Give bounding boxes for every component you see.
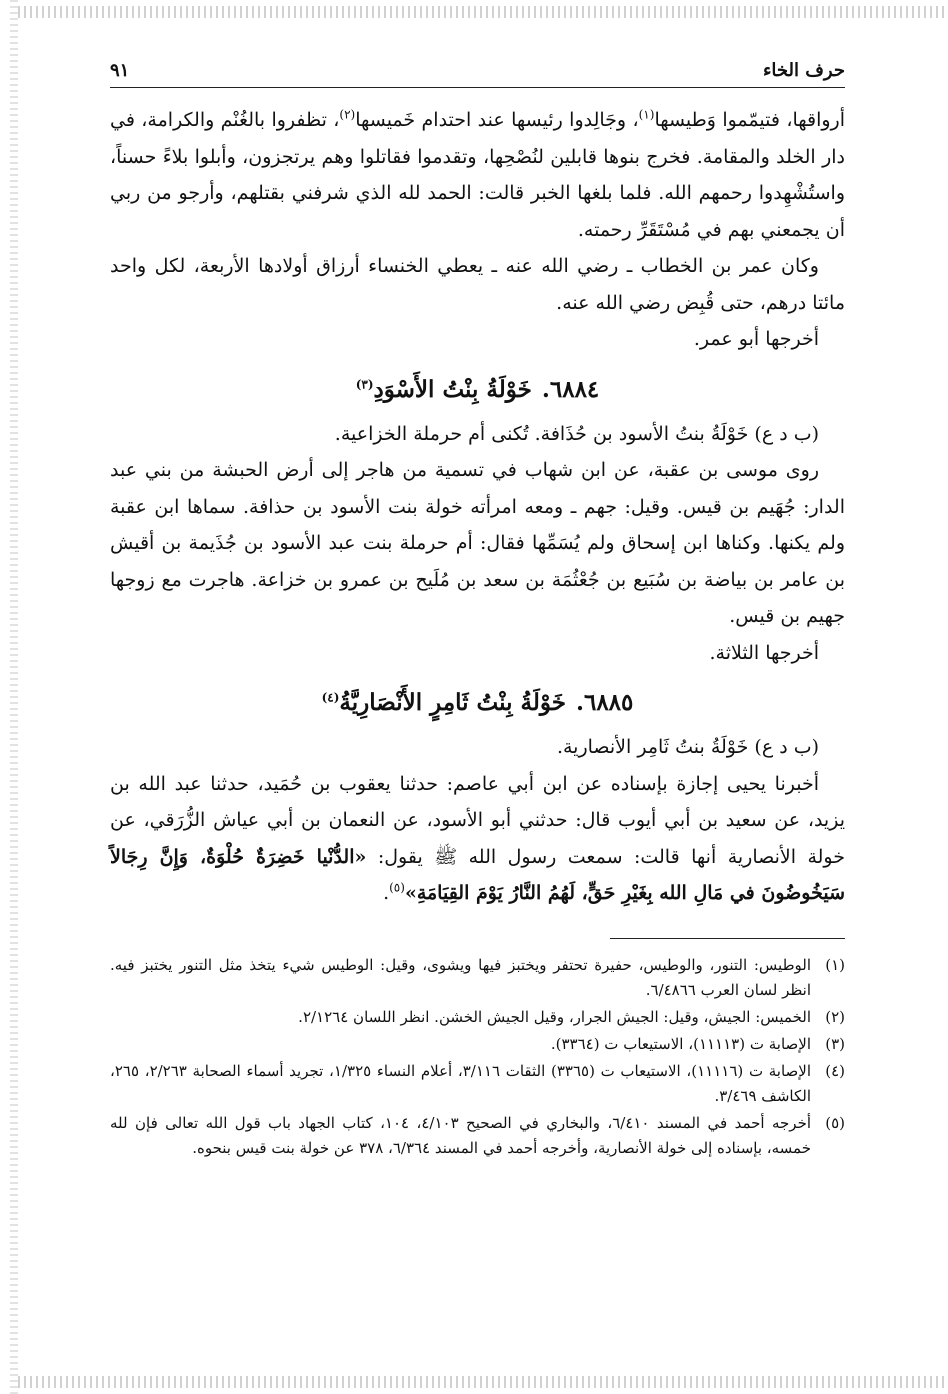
entry-heading-6885 [110, 683, 845, 723]
text-run: ، وجَالِدوا رئيسها عند احتدام خَميسها [355, 109, 639, 131]
footnote-ref[interactable]: (٢) [339, 107, 356, 122]
entry-number: ٦٨٨٥. [575, 689, 634, 716]
decorative-border-left [10, 0, 18, 1394]
footnote [110, 953, 845, 1003]
footnote [110, 1059, 845, 1109]
footnote-separator [610, 938, 845, 939]
text-run: . [383, 882, 390, 904]
footnotes [110, 953, 845, 1161]
footnote-ref[interactable]: (٥) [389, 880, 405, 895]
text-run: ، تظفروا بالغُنْم والكرامة، في دار الخلد والمقامة. فخرج بنوها قابلين لنُصْحِها، وتقدموا فقاتلوا وهم يرتجزون، وأبلوا بلاءً حسناً، واستُشْهِدوا رحمهم الله. فلما بلغها الخبر قالت: الحمد لله الذي شرفني بقتلهم، وأرجو من ربي أن يجمعني بهم في مُسْتَقَرِّ رحمته. [110, 109, 845, 241]
decorative-border-top [18, 6, 948, 18]
page-number: ٩١ [110, 60, 130, 81]
book-page [110, 60, 845, 1163]
paragraph: روى موسى بن عقبة، عن ابن شهاب في تسمية من هاجر إلى أرض الحبشة من بني عبد الدار: جُهَيم بن قيس. وقيل: جهم ـ ومعه امرأته خولة بنت الأسود بن حذافة. سماها ابن عقبة ولم يكنها. وكناها ابن إسحاق ولم يُسَمِّها فقال: أم حرملة بنت عبد الأسود بن جُذَيمة بن أقيش بن عامر بن بياضة بن سُبَيع بن جُعْثُمَة بن سعد بن مُلَيح بن عمرو بن خزاعة. هاجرت مع زوجها جهيم بن قيس. [110, 459, 845, 627]
entry-number: ٦٨٨٤. [541, 375, 600, 403]
footnote-text: الإصابة ت (١١١١٣)، الاستيعاب ت (٣٣٦٤). [550, 1034, 811, 1053]
paragraph: أخرجها الثلاثة. [709, 641, 819, 664]
running-header [110, 60, 845, 88]
footnote-text: الإصابة ت (١١١١٦)، الاستيعاب ت (٣٣٦٥) الثقات ٣/١١٦، أعلام النساء ١/٣٢٥، تجريد أسماء الصحابة ٢/٢٦٣، ٢٦٥، الكاشف ٣/٤٦٩. [110, 1061, 812, 1105]
footnote-number: (١) [825, 955, 845, 974]
footnote-text: الوطيس: التنور، والوطيس، حفيرة تحتفر ويختبز فيها ويشوى، وقيل: الوطيس شيء يتخذ مثل التنور يختبز فيه. انظر لسان العرب ٦/٤٨٦٦. [110, 955, 811, 999]
paragraph: وكان عمر بن الخطاب ـ رضي الله عنه ـ يعطي الخنساء أرزاق أولادها الأربعة، لكل واحد مائتا درهم، حتى قُبِض رضي الله عنه. [110, 255, 845, 314]
paragraph: (ب د ع) خَوْلَةُ بنتُ الأسود بن حُذَافة. تُكنى أم حرملة الخزاعية. [334, 422, 819, 445]
footnote-number: (٥) [825, 1113, 845, 1132]
hadith-quote: «الدُّنْيا خَضِرَةٌ حُلْوَةٌ، وَإِنَّ رِجَالاً سَيَخُوضُونَ في مَالِ الله بِغَيْرِ حَقٍّ، لَهُمُ النَّارُ يَوْمَ القِيَامَةِ» [110, 845, 845, 904]
footnote-number: (٢) [825, 1007, 845, 1026]
entry-heading-6884 [110, 370, 845, 410]
main-text [110, 102, 845, 912]
footnote-ref[interactable]: (٤) [321, 690, 340, 705]
text-run: أرواقها، فتيمّموا وَطيسها [654, 109, 845, 131]
entry-name: خَوْلَةُ بِنْتُ الأَسْوَدِ [373, 375, 532, 403]
decorative-border-bottom [18, 1376, 948, 1388]
footnote-text: أخرجه أحمد في المسند ٦/٤١٠، والبخاري في الصحيح ٤/١٠٣، ١٠٤، كتاب الجهاد باب قول الله تعالى فإن لله خمسه، بإسناده إلى خولة الأنصارية، وأخرجه أحمد في المسند ٦/٣٦٤، ٣٧٨ عن خولة بنت قيس بنحوه. [110, 1113, 812, 1157]
paragraph [110, 766, 845, 912]
footnote [110, 1111, 845, 1161]
footnote [110, 1032, 845, 1057]
paragraph [110, 102, 845, 248]
chapter-title: حرف الخاء [762, 60, 845, 81]
footnote-number: (٣) [825, 1034, 845, 1053]
footnote-number: (٤) [825, 1061, 845, 1080]
footnote-ref[interactable]: (٣) [355, 376, 374, 391]
footnote [110, 1005, 845, 1030]
paragraph: (ب د ع) خَوْلَةُ بنتُ ثَامِر الأنصارية. [556, 736, 819, 758]
footnote-ref[interactable]: (١) [638, 107, 655, 122]
footnote-text: الخميس: الجيش، وقيل: الجيش الجرار، وقيل الجيش الخشن. انظر اللسان ٢/١٢٦٤. [298, 1007, 811, 1026]
paragraph: أخرجها أبو عمر. [693, 328, 819, 350]
text-run: أخبرنا يحيى إجازة بإسناده عن ابن أبي عاصم: حدثنا يعقوب بن حُمَيد، حدثنا عبد الله بن يزيد، عن سعيد بن أبي أيوب قال: حدثني أبو الأسود، عن النعمان بن أبي عياش الزُّرَقي، عن خولة الأنصارية أنها قالت: سمعت رسول الله ﷺ يقول: [110, 772, 845, 868]
entry-name: خَوْلَةُ بِنْتُ ثَامِرٍ الأَنْصَارِيَّةُ [339, 689, 566, 716]
